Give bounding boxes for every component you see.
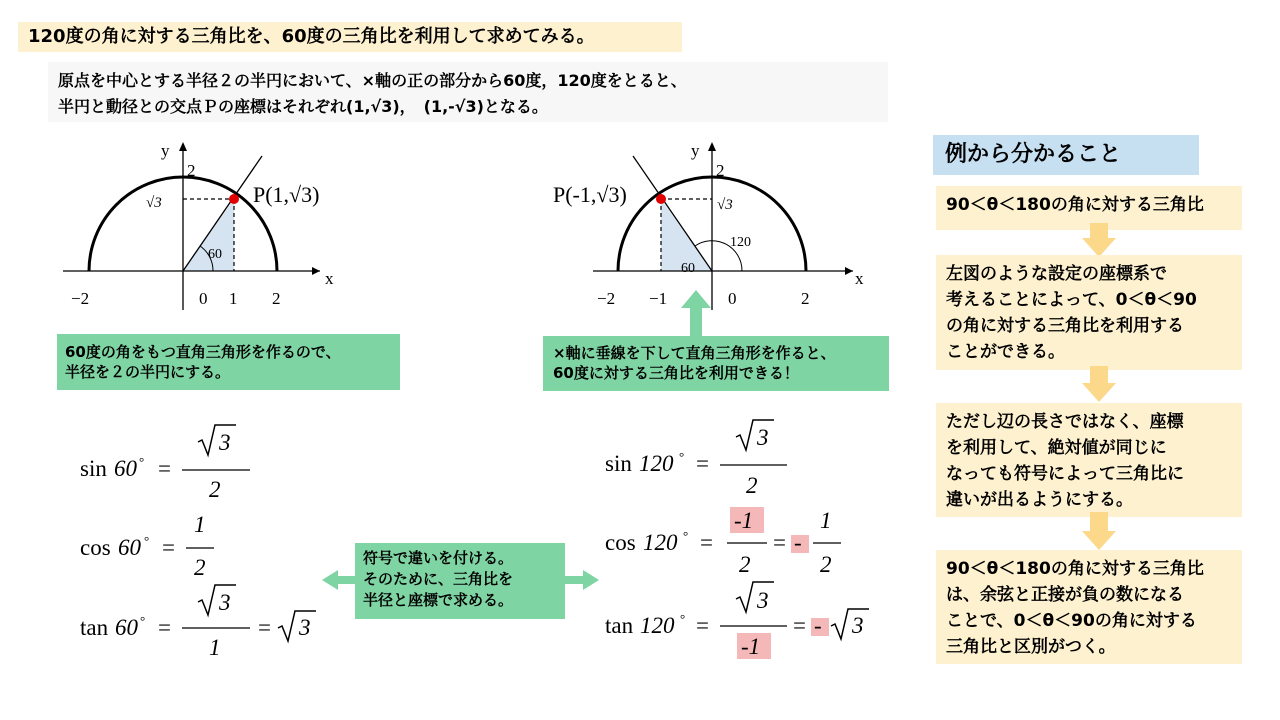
sqrt3-label: √3: [146, 195, 162, 211]
tan-deg: °: [680, 611, 686, 626]
side-box-1-line-1: 90＜θ＜180の角に対する三角比: [946, 195, 1204, 215]
note-left-line-2: 半径を２の半円にする。: [65, 363, 231, 381]
cos-fn: cos: [80, 535, 111, 560]
side-box-4: [936, 550, 1242, 664]
sin60-formula: [80, 425, 250, 502]
tan-fn: tan: [80, 615, 109, 640]
x-tick-1: 1: [229, 289, 238, 308]
x-tick-neg2: −2: [597, 289, 616, 308]
y-tick-2: 2: [716, 161, 725, 180]
angle-label: 60: [208, 247, 222, 262]
side-box-4-line-3: ことで、0＜θ＜90の角に対する: [946, 611, 1197, 631]
note-center-line-2: そのために、三角比を: [363, 570, 514, 588]
sin120-formula: [605, 420, 787, 498]
sin-angle: 60: [114, 456, 137, 481]
cos-angle: 60: [118, 535, 141, 560]
svg-text:=: =: [696, 613, 709, 638]
right-arrow-icon: [565, 570, 599, 590]
x-axis-arrow: [312, 267, 320, 275]
side-box-3-line-3: なっても符号によって三角比に: [946, 464, 1184, 484]
side-box-2-line-4: ことができる。: [946, 342, 1065, 362]
y-tick-2: 2: [187, 161, 196, 180]
note-center-line-3: 半径と座標で求める。: [363, 591, 514, 609]
sin-deg: °: [679, 449, 685, 464]
x-tick-2: 2: [272, 289, 281, 308]
svg-text:=: =: [162, 535, 175, 560]
cos120-formula: [605, 507, 841, 577]
angle-label-60: 60: [681, 261, 695, 276]
angle-label-120: 120: [730, 235, 751, 250]
point-label: P(-1,√3): [553, 182, 627, 207]
cos60-formula: [80, 512, 214, 580]
cos-num2: 1: [820, 508, 832, 533]
tan-deg: °: [140, 613, 146, 628]
cos-den: 2: [739, 552, 751, 577]
diagram-120: [545, 130, 875, 315]
tan-den: -1: [741, 634, 761, 659]
sqrt3-label: √3: [717, 197, 733, 213]
side-box-4-line-4: 三角比と区別がつく。: [946, 637, 1116, 657]
tan-angle: 60: [115, 615, 138, 640]
sin-fn: sin: [605, 451, 632, 476]
svg-text:=: =: [793, 613, 806, 638]
cos-deg: °: [144, 533, 150, 548]
cos-fn: cos: [605, 530, 636, 555]
note-left-line-1: 60度の角をもつ直角三角形を作るので、: [65, 343, 341, 361]
x-tick-0: 0: [199, 289, 208, 308]
sin-num: 3: [757, 425, 769, 450]
x-tick-2: 2: [801, 289, 810, 308]
side-box-3-line-4: 違いが出るようにする。: [946, 490, 1133, 510]
svg-text:=: =: [158, 615, 171, 640]
x-tick-neg1: −1: [649, 289, 668, 308]
up-arrow-icon: [681, 290, 711, 336]
tan-num: 3: [757, 588, 769, 613]
note-center-line-1: 符号で違いを付ける。: [363, 549, 514, 567]
tan-minus: -: [814, 613, 822, 638]
svg-text:=: =: [158, 456, 171, 481]
page-title: 120度の角に対する三角比を、60度の三角比を利用して求めてみる。: [18, 22, 682, 52]
sin-den: 2: [209, 477, 221, 502]
svg-text:=: =: [258, 615, 271, 640]
y-label: y: [161, 141, 170, 160]
cos-num: -1: [734, 508, 754, 533]
cos-den2: 2: [820, 552, 832, 577]
x-axis-arrow: [845, 267, 853, 275]
tan-result: 3: [852, 613, 864, 638]
svg-text:=: =: [700, 530, 713, 555]
intro-line-1: 原点を中心とする半径２の半円において、×軸の正の部分から60度，120度をとると、: [58, 71, 687, 90]
side-box-2-line-2: 考えることによって、0＜θ＜90: [946, 290, 1197, 310]
svg-text:=: =: [696, 451, 709, 476]
cos-deg: °: [683, 528, 689, 543]
sin-angle: 120: [639, 451, 674, 476]
side-box-2: [936, 255, 1242, 370]
side-heading: 例から分かること: [933, 135, 1199, 175]
side-box-2-line-3: の角に対する三角比を利用する: [946, 316, 1184, 336]
cos-den: 2: [194, 555, 206, 580]
x-tick-0: 0: [728, 289, 737, 308]
tan60-formula: [80, 585, 316, 660]
intro-text: [48, 62, 888, 122]
y-axis-arrow: [179, 142, 187, 151]
note-center: [355, 543, 565, 619]
sin-fn: sin: [80, 456, 107, 481]
note-right-line-1: ×軸に垂線を下して直角三角形を作ると、: [553, 344, 836, 362]
side-box-4-line-1: 90＜θ＜180の角に対する三角比: [946, 559, 1204, 579]
side-box-3: [936, 403, 1242, 517]
intro-line-2: 半円と動径との交点Ｐの座標はそれぞれ(1,√3)， (1,-√3)となる。: [58, 97, 548, 116]
y-label: y: [691, 141, 700, 160]
note-left: [57, 334, 400, 390]
formulas-120: [603, 415, 893, 670]
side-box-3-line-2: を利用して、絶対値が同じに: [946, 438, 1167, 458]
cos-angle: 120: [643, 530, 678, 555]
diagram-60: [55, 130, 355, 315]
sin-den: 2: [746, 473, 758, 498]
x-tick-neg2: −2: [71, 289, 90, 308]
side-box-4-line-2: は、余弦と正接が負の数になる: [946, 585, 1184, 605]
tan120-formula: [605, 582, 869, 659]
side-box-2-line-1: 左図のような設定の座標系で: [946, 264, 1167, 284]
note-right-line-2: 60度に対する三角比を利用できる！: [553, 364, 799, 382]
x-label: x: [325, 269, 334, 288]
cos-minus: -: [794, 530, 802, 555]
tan-fn: tan: [605, 613, 634, 638]
tan-den: 1: [209, 635, 221, 660]
formulas-60: [78, 420, 338, 670]
down-arrow-icon: [1082, 512, 1116, 550]
tan-angle: 120: [640, 613, 675, 638]
note-right: [543, 336, 889, 391]
x-label: x: [855, 269, 864, 288]
svg-text:=: =: [773, 530, 786, 555]
point-label: P(1,√3): [253, 182, 320, 207]
tan-result: 3: [299, 615, 311, 640]
cos-num: 1: [194, 512, 206, 537]
y-axis-arrow: [708, 142, 716, 151]
sin-num: 3: [219, 430, 231, 455]
down-arrow-icon: [1082, 223, 1116, 257]
sin-deg: °: [139, 454, 145, 469]
side-box-3-line-1: ただし辺の長さではなく、座標: [946, 412, 1184, 432]
tan-num: 3: [219, 590, 231, 615]
point-p: [656, 194, 666, 204]
down-arrow-icon: [1082, 366, 1116, 402]
point-p: [229, 194, 239, 204]
